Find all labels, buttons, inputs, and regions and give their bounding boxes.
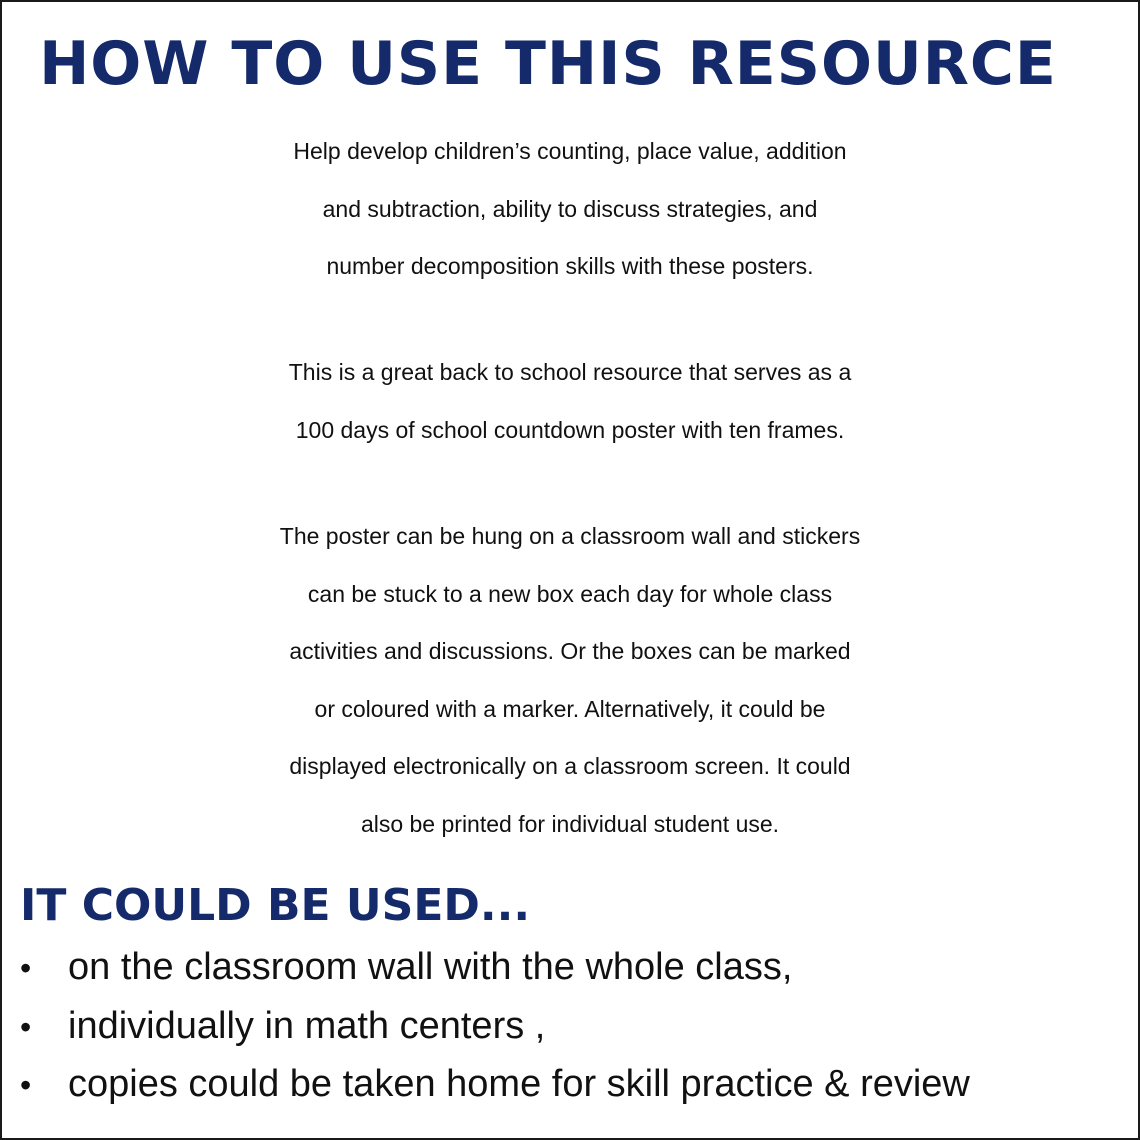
paragraph-line: and subtraction, ability to discuss strategies, and <box>322 195 818 222</box>
paragraph-line: or coloured with a marker. Alternatively, it could be <box>314 695 826 722</box>
list-item-text: on the classroom wall with the whole class, <box>68 946 793 988</box>
uses-list <box>20 939 970 1115</box>
paragraph-line: activities and discussions. Or the boxes can be marked <box>289 638 851 664</box>
paragraph-line: 100 days of school countdown poster with ten frames. <box>295 416 845 443</box>
bullet-icon: • <box>20 1067 32 1103</box>
paragraph-line: Help develop children’s counting, place value, addition <box>293 138 847 164</box>
paragraph-line: The poster can be hung on a classroom wall and stickers <box>279 523 861 549</box>
uses-heading: IT COULD BE USED... <box>20 880 531 931</box>
paragraph-line: displayed electronically on a classroom screen. It could <box>289 753 851 779</box>
bullet-icon: • <box>20 1008 32 1045</box>
bullet-icon: • <box>20 950 32 986</box>
intro-paragraph <box>2 123 1138 296</box>
paragraph-line: also be printed for individual student use. <box>360 810 780 837</box>
list-item <box>20 939 970 998</box>
page-title: HOW TO USE THIS RESOURCE <box>39 29 1057 99</box>
list-item-text: individually in math centers , <box>68 1004 546 1047</box>
usage-paragraph <box>2 508 1138 853</box>
countdown-paragraph <box>2 344 1138 459</box>
list-item-text: copies could be taken home for skill practice & review <box>68 1063 970 1105</box>
list-item <box>20 998 970 1057</box>
list-item <box>20 1056 970 1115</box>
paragraph-line: number decomposition skills with these posters. <box>326 253 814 279</box>
paragraph-line: can be stuck to a new box each day for whole class <box>307 580 833 607</box>
paragraph-line: This is a great back to school resource that serves as a <box>288 359 852 385</box>
